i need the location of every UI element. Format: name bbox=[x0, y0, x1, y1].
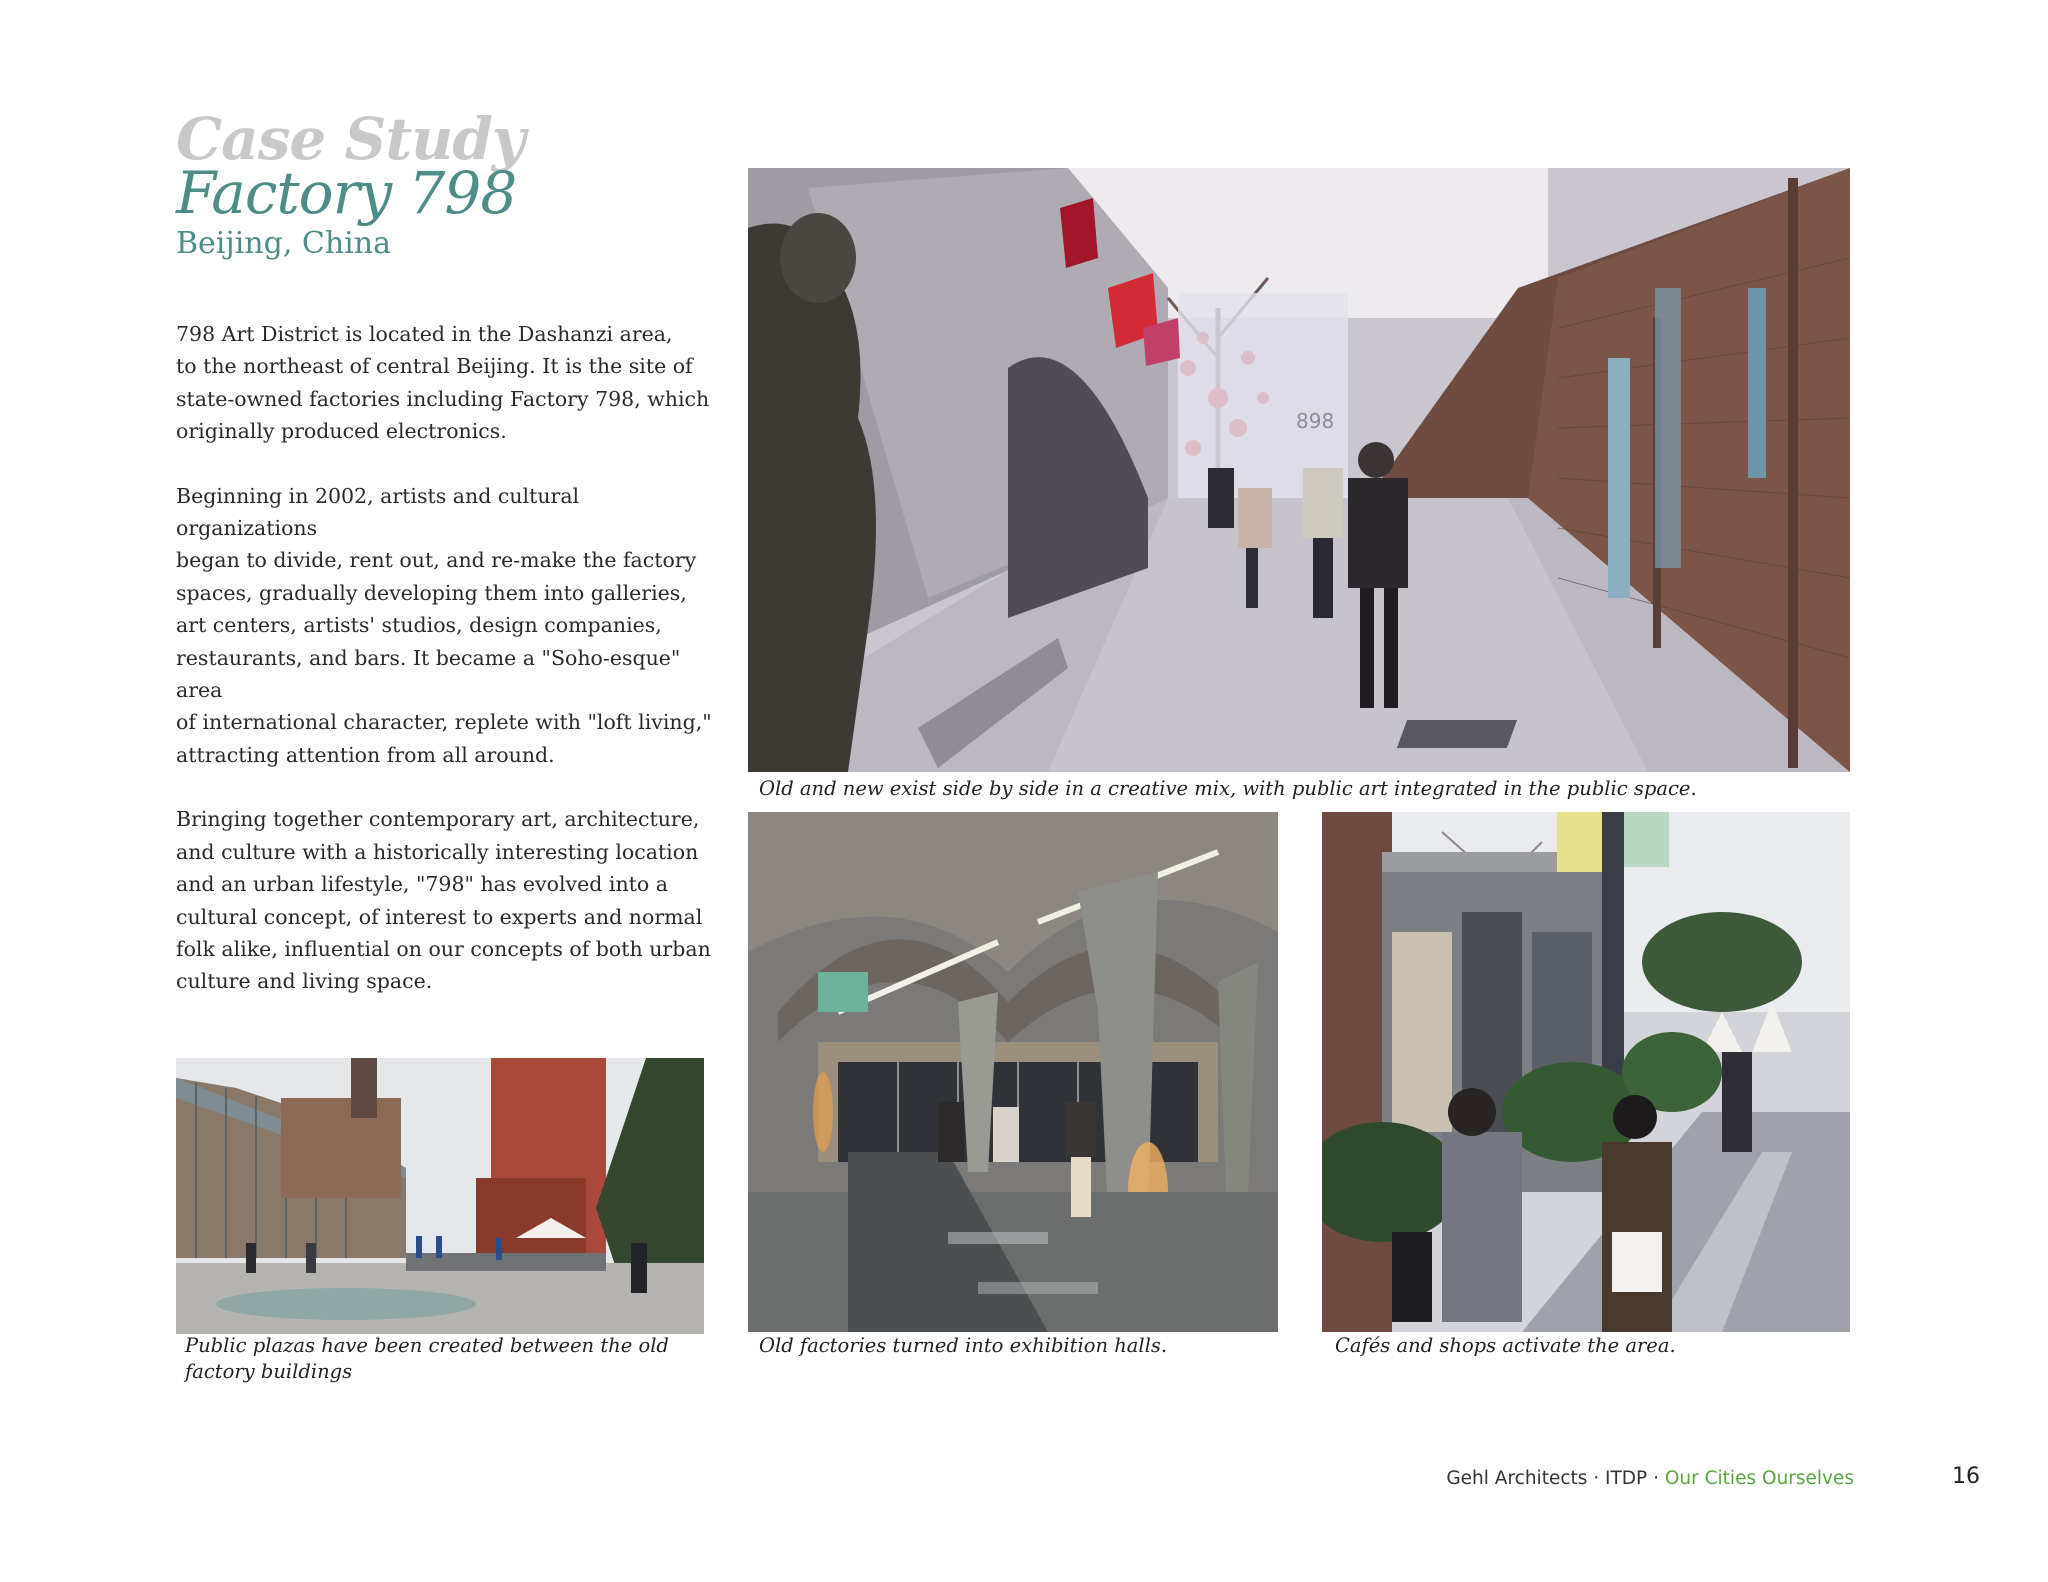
sign-898-text: 898 bbox=[1296, 409, 1335, 433]
exhibition-hall-photo bbox=[748, 812, 1278, 1332]
cafe-photo bbox=[1322, 812, 1850, 1332]
cafe-caption: Cafés and shops activate the area. bbox=[1335, 1334, 1676, 1357]
paragraph-2: Beginning in 2002, artists and cultural organizations began to divide, rent out, and re-make the factory spaces, gradually developing them into galleries, art centers, artists' studios, design companies, restaurants, and bars. It became a "Soho-esque" area of international character, replete with "loft living," attracting attention from all around. bbox=[176, 483, 712, 767]
exhibition-hall-caption: Old factories turned into exhibition halls. bbox=[759, 1334, 1168, 1357]
paragraph-3: Bringing together contemporary art, architecture, and culture with a historically interesting location and an urban lifestyle, "798" has evolved into a cultural concept, of interest to experts and normal folk alike, influential on our concepts of both urban culture and living space. bbox=[176, 807, 711, 994]
street-photo bbox=[748, 168, 1850, 772]
paragraph-1: 798 Art District is located in the Dashanzi area, to the northeast of central Beijing. It is the site of state-owned factories including Factory 798, which originally produced electronics. bbox=[176, 322, 710, 444]
street-photo-caption: Old and new exist side by side in a creative mix, with public art integrated in the public space. bbox=[759, 777, 1697, 800]
footer-credit-text: Gehl Architects · ITDP · bbox=[1446, 1468, 1665, 1489]
body-text bbox=[176, 318, 716, 1030]
case-study-kicker: Case Study bbox=[176, 105, 525, 173]
footer-credit-accent: Our Cities Ourselves bbox=[1664, 1468, 1854, 1489]
location-subtitle: Beijing, China bbox=[176, 226, 391, 261]
plaza-caption: Public plazas have been created between the old factory buildings bbox=[185, 1334, 669, 1383]
page-number: 16 bbox=[1952, 1464, 1980, 1489]
footer-credit bbox=[1446, 1468, 1854, 1489]
plaza-photo bbox=[176, 1058, 704, 1334]
page-title: Factory 798 bbox=[176, 159, 517, 227]
